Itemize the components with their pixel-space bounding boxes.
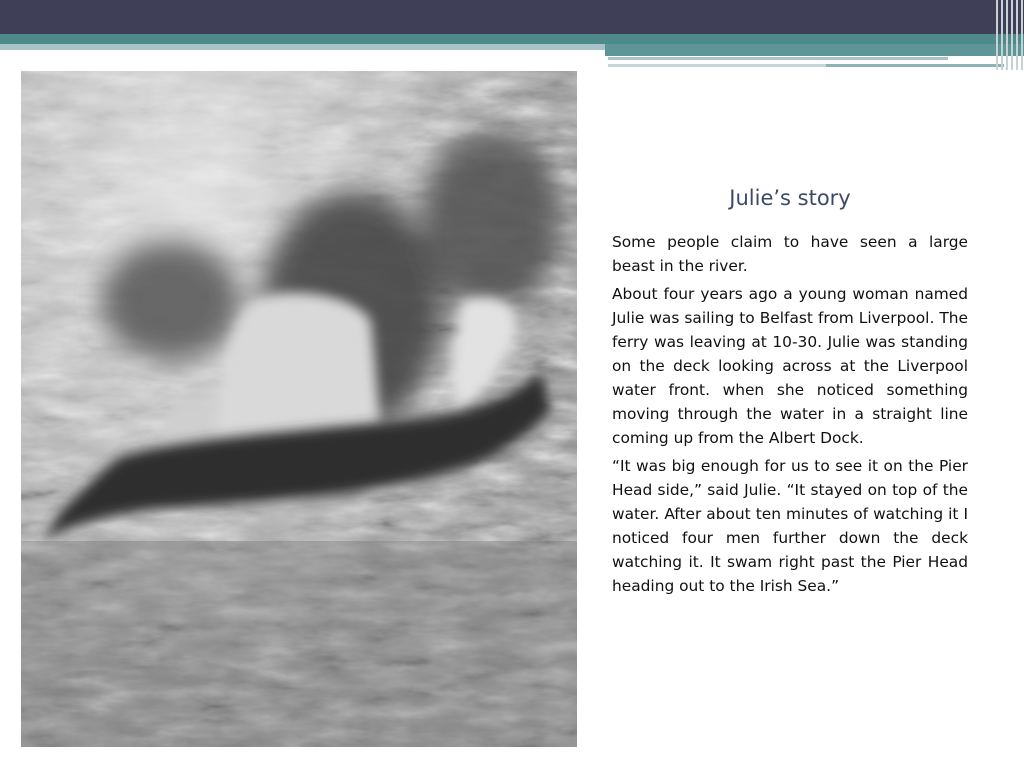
story-paragraph: Some people claim to have seen a large beast in the river. — [612, 233, 968, 275]
header-stripes — [994, 0, 1024, 70]
story-paragraph: “It was big enough for us to see it on the Pier Head side,” said Julie. “It stayed on top of the water. After about ten minutes of watching it I noticed four men further down the deck watching it. It swam right past the Pier Head heading out to the Irish Sea.” — [612, 457, 968, 595]
header-bar — [0, 0, 1024, 34]
story-text — [612, 230, 968, 602]
river-creature-photo — [21, 71, 577, 747]
story-paragraph: About four years ago a young woman named Julie was sailing to Belfast from Liverpool. The ferry was leaving at 10-30. Julie was standing on the deck looking across at the Liverpool water front. when she noticed something moving through the water in a straight line coming up from the Albert Dock. — [612, 285, 968, 447]
header-accent-bar — [0, 34, 1024, 44]
header-accent-line-right — [608, 57, 948, 60]
header-accent-line-right-3 — [826, 64, 1004, 67]
slide-title: Julie’s story — [729, 186, 851, 210]
header-accent-line-right-2 — [608, 64, 826, 67]
header-accent-bar-right — [605, 44, 1024, 56]
header-accent-line — [0, 44, 605, 50]
